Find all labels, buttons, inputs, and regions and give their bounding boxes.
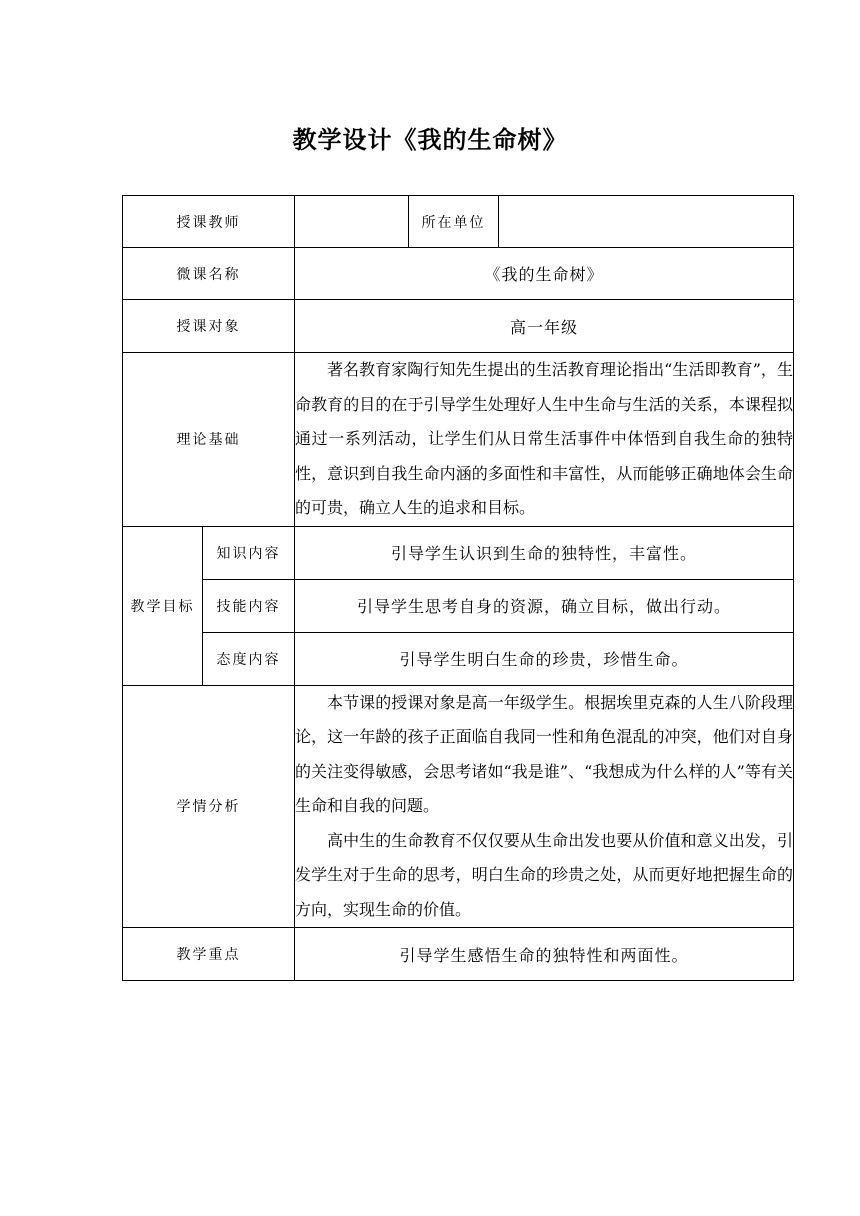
document-title: 教学设计《我的生命树》 xyxy=(292,126,568,154)
theory-row xyxy=(123,353,794,527)
teacher-value xyxy=(295,196,409,248)
goal-text-skill: 引导学生思考自身的资源，确立目标，做出行动。 xyxy=(295,579,794,632)
course-name-value: 《我的生命树》 xyxy=(295,248,794,300)
theory-text xyxy=(295,353,794,527)
goal-row-skill xyxy=(123,579,794,632)
teacher-label: 授课教师 xyxy=(123,196,295,248)
focus-row xyxy=(123,928,794,981)
audience-value: 高一年级 xyxy=(295,300,794,353)
goal-text-attitude: 引导学生明白生命的珍贵，珍惜生命。 xyxy=(295,632,794,685)
goal-row-attitude xyxy=(123,632,794,685)
analysis-row xyxy=(123,685,794,928)
teacher-row xyxy=(123,196,794,248)
analysis-label: 学情分析 xyxy=(123,685,295,928)
goals-label: 教学目标 xyxy=(123,526,203,685)
goal-row-knowledge xyxy=(123,526,794,579)
course-name-label: 微课名称 xyxy=(123,248,295,300)
goal-label-attitude: 态度内容 xyxy=(203,632,295,685)
theory-paragraph: 著名教育家陶行知先生提出的生活教育理论指出“生活即教育”，生命教育的目的在于引导学生处理好人生中生命与生活的关系，本课程拟通过一系列活动，让学生们从日常生活事件中体悟到自我生命的独特性，意识到自我生命内涵的多面性和丰富性，从而能够正确地体会生命的可贵，确立人生的追求和目标。 xyxy=(295,360,793,517)
analysis-paragraph: 本节课的授课对象是高一年级学生。根据埃里克森的人生八阶段理论，这一年龄的孩子正面临自我同一性和角色混乱的冲突，他们对自身的关注变得敏感，会思考诸如“我是谁”、“我想成为什么样的人”等有关生命和自我的问题。 xyxy=(295,692,793,815)
focus-label: 教学重点 xyxy=(123,928,295,981)
analysis-text xyxy=(295,685,794,928)
audience-row xyxy=(123,300,794,353)
course-name-row xyxy=(123,248,794,300)
goal-label-knowledge: 知识内容 xyxy=(203,526,295,579)
theory-label: 理论基础 xyxy=(123,353,295,527)
analysis-paragraph: 高中生的生命教育不仅仅要从生命出发也要从价值和意义出发，引发学生对于生命的思考，明白生命的珍贵之处，从而更好地把握生命的方向，实现生命的价值。 xyxy=(295,830,793,919)
unit-value xyxy=(499,196,794,248)
focus-value: 引导学生感悟生命的独特性和两面性。 xyxy=(295,928,794,981)
unit-label: 所在单位 xyxy=(409,196,499,248)
goal-label-skill: 技能内容 xyxy=(203,579,295,632)
lesson-plan-table xyxy=(122,195,794,981)
goal-text-knowledge: 引导学生认识到生命的独特性，丰富性。 xyxy=(295,526,794,579)
audience-label: 授课对象 xyxy=(123,300,295,353)
